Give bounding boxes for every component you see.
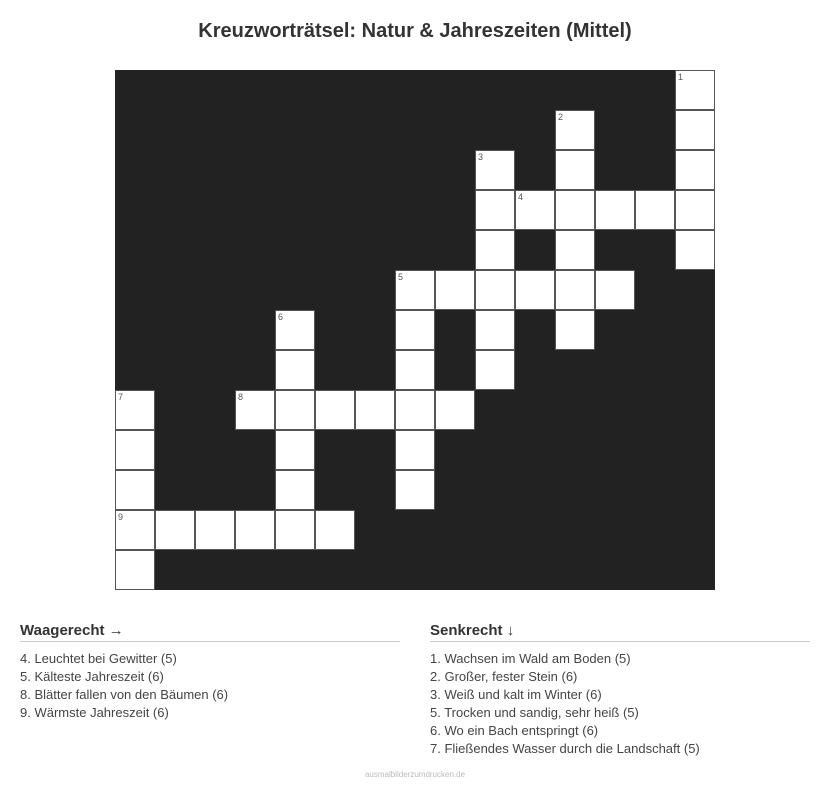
crossword-cell[interactable] bbox=[235, 390, 275, 430]
crossword-cell[interactable] bbox=[275, 350, 315, 390]
clue-item: 6. Wo ein Bach entspringt (6) bbox=[430, 723, 599, 738]
crossword-cell[interactable] bbox=[595, 190, 635, 230]
footer-credit: ausmalbilderzumdrucken.de bbox=[364, 770, 466, 779]
crossword-cell[interactable] bbox=[555, 190, 595, 230]
clue-item: 5. Trocken und sandig, sehr heiß (5) bbox=[430, 705, 639, 720]
crossword-cell[interactable] bbox=[275, 310, 315, 350]
crossword-cell[interactable] bbox=[115, 510, 155, 550]
clue-item: 9. Wärmste Jahreszeit (6) bbox=[20, 705, 169, 720]
crossword-cell[interactable] bbox=[595, 270, 635, 310]
crossword-cell[interactable] bbox=[115, 430, 155, 470]
crossword-cell[interactable] bbox=[555, 230, 595, 270]
crossword-cell[interactable] bbox=[675, 230, 715, 270]
clue-number: 3 bbox=[478, 152, 484, 162]
crossword-cell[interactable] bbox=[555, 270, 595, 310]
clue-item: 1. Wachsen im Wald am Boden (5) bbox=[430, 651, 631, 666]
crossword-cell[interactable] bbox=[195, 510, 235, 550]
crossword-cell[interactable] bbox=[475, 310, 515, 350]
crossword-cell[interactable] bbox=[635, 190, 675, 230]
across-heading: Waagerecht → bbox=[20, 622, 400, 642]
crossword-cell[interactable] bbox=[395, 430, 435, 470]
crossword-cell[interactable] bbox=[675, 70, 715, 110]
across-clue-list bbox=[20, 650, 400, 722]
crossword-cell[interactable] bbox=[115, 390, 155, 430]
crossword-cell[interactable] bbox=[675, 190, 715, 230]
crossword-cell[interactable] bbox=[275, 470, 315, 510]
crossword-cell[interactable] bbox=[675, 110, 715, 150]
down-heading: Senkrecht ↓ bbox=[430, 622, 810, 642]
clue-number: 2 bbox=[558, 112, 564, 122]
crossword-cell[interactable] bbox=[115, 470, 155, 510]
crossword-cell[interactable] bbox=[115, 550, 155, 590]
crossword-cell[interactable] bbox=[475, 190, 515, 230]
clue-number: 9 bbox=[118, 512, 124, 522]
clue-number: 4 bbox=[518, 192, 524, 202]
down-clue-list bbox=[430, 650, 810, 758]
clue-item: 2. Großer, fester Stein (6) bbox=[430, 669, 578, 684]
crossword-cell[interactable] bbox=[275, 510, 315, 550]
crossword-cell[interactable] bbox=[435, 390, 475, 430]
crossword-cell[interactable] bbox=[435, 270, 475, 310]
crossword-cell[interactable] bbox=[515, 270, 555, 310]
crossword-cell[interactable] bbox=[675, 150, 715, 190]
clue-number: 6 bbox=[278, 312, 284, 322]
crossword-cell[interactable] bbox=[395, 390, 435, 430]
crossword-cell[interactable] bbox=[395, 470, 435, 510]
crossword-cell[interactable] bbox=[315, 510, 355, 550]
page-title: Kreuzworträtsel: Natur & Jahreszeiten (Mittel) bbox=[198, 20, 632, 42]
clue-number: 7 bbox=[118, 392, 124, 402]
crossword-cell[interactable] bbox=[555, 110, 595, 150]
crossword-grid bbox=[115, 70, 715, 590]
crossword-cell[interactable] bbox=[555, 310, 595, 350]
clue-item: 5. Kälteste Jahreszeit (6) bbox=[20, 669, 164, 684]
crossword-cell[interactable] bbox=[315, 390, 355, 430]
down-clues bbox=[430, 622, 810, 758]
across-clues bbox=[20, 622, 400, 722]
clue-item: 3. Weiß und kalt im Winter (6) bbox=[430, 687, 602, 702]
crossword-cell[interactable] bbox=[155, 510, 195, 550]
crossword-cell[interactable] bbox=[475, 350, 515, 390]
crossword-cell[interactable] bbox=[515, 190, 555, 230]
clue-item: 7. Fließendes Wasser durch die Landschaft (5) bbox=[430, 741, 700, 756]
crossword-cell[interactable] bbox=[395, 270, 435, 310]
crossword-cell[interactable] bbox=[355, 390, 395, 430]
crossword-cell[interactable] bbox=[235, 510, 275, 550]
clue-number: 8 bbox=[238, 392, 244, 402]
crossword-cell[interactable] bbox=[475, 230, 515, 270]
clue-number: 5 bbox=[398, 272, 404, 282]
crossword-cell[interactable] bbox=[555, 150, 595, 190]
clue-item: 8. Blätter fallen von den Bäumen (6) bbox=[20, 687, 229, 702]
clue-number: 1 bbox=[678, 72, 684, 82]
crossword-cell[interactable] bbox=[275, 390, 315, 430]
crossword-cell[interactable] bbox=[395, 350, 435, 390]
crossword-cell[interactable] bbox=[475, 270, 515, 310]
clue-item: 4. Leuchtet bei Gewitter (5) bbox=[20, 651, 177, 666]
crossword-cell[interactable] bbox=[475, 150, 515, 190]
crossword-cell[interactable] bbox=[275, 430, 315, 470]
crossword-cell[interactable] bbox=[395, 310, 435, 350]
